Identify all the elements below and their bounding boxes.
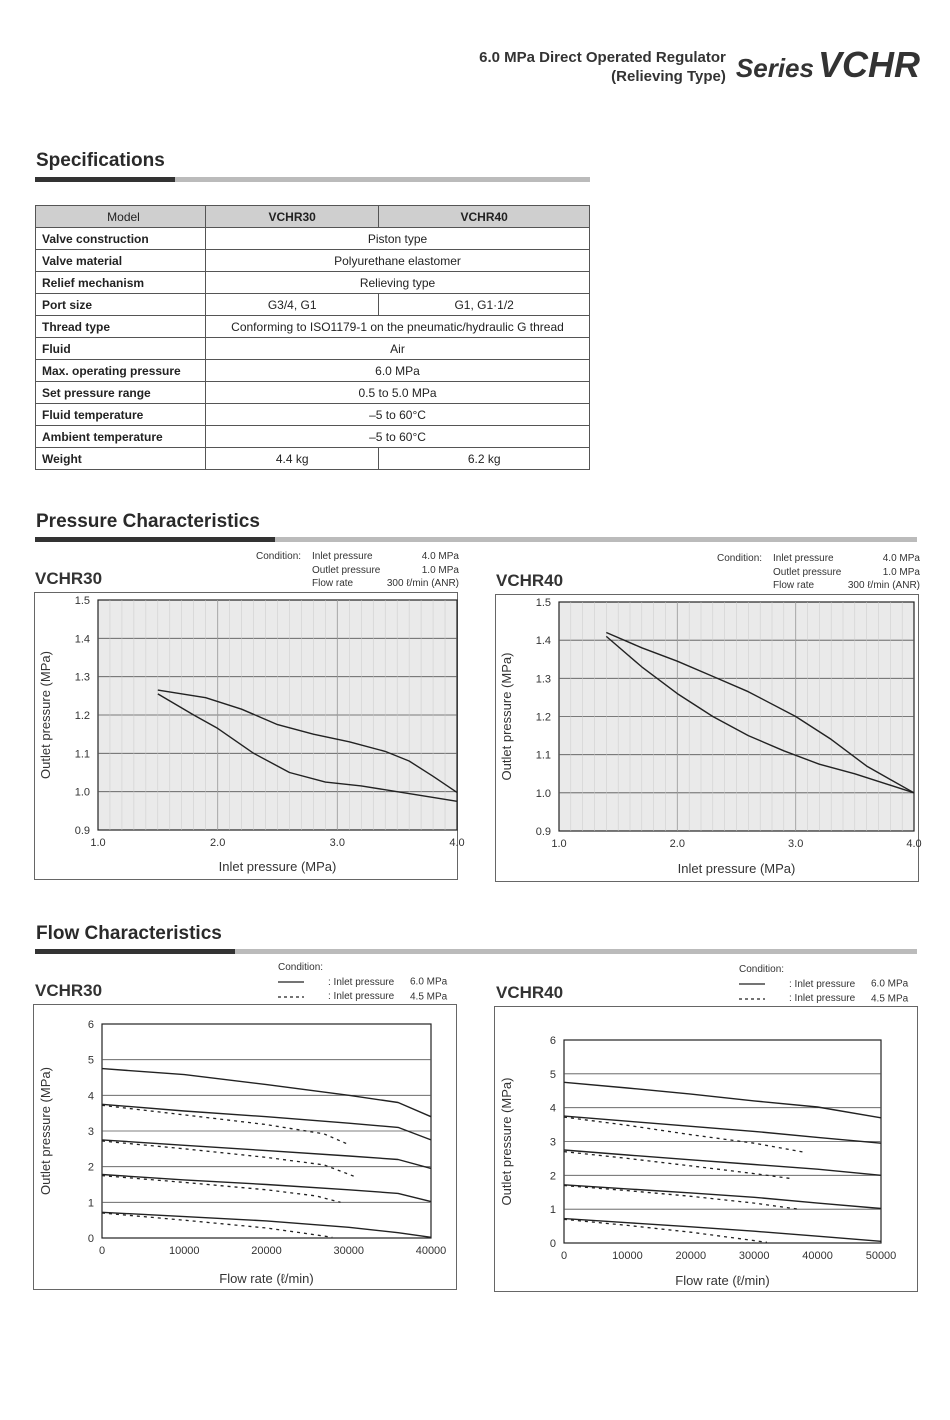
table-row — [36, 272, 590, 294]
row-value: Piston type — [206, 228, 590, 250]
row-value: Polyurethane elastomer — [206, 250, 590, 272]
condition-key: Flow rate — [312, 578, 354, 589]
x-tick-label: 30000 — [738, 1250, 770, 1262]
y-tick-label: 1 — [549, 1204, 556, 1217]
row-value: 0.5 to 5.0 MPa — [206, 382, 590, 404]
y-tick-label: 0 — [87, 1233, 94, 1245]
row-value: –5 to 60°C — [206, 426, 590, 448]
table-row — [36, 382, 590, 404]
condition-key: Outlet pressure — [773, 566, 842, 578]
chart-title-vchr30-flow: VCHR30 — [35, 981, 103, 1000]
x-axis-label: Flow rate (ℓ/min) — [219, 1271, 314, 1286]
y-tick-label: 0 — [549, 1238, 556, 1250]
header-line1: 6.0 MPa Direct Operated Regulator — [479, 49, 726, 66]
condition-block-vchr40-pressure — [717, 552, 920, 593]
row-value-vchr30: G3/4, G1 — [206, 294, 379, 316]
x-tick-label: 2.0 — [210, 837, 226, 849]
series-title — [736, 44, 920, 86]
x-tick-label: 10000 — [612, 1250, 643, 1262]
model-label: Model — [36, 206, 206, 228]
table-row — [36, 250, 590, 272]
flow-chart-vchr30 — [33, 1004, 457, 1290]
y-tick-label: 1.0 — [535, 787, 551, 800]
condition-label: Condition: — [256, 551, 302, 562]
x-axis-label: Inlet pressure (MPa) — [218, 859, 337, 874]
y-tick-label: 1.1 — [535, 749, 551, 762]
row-label: Set pressure range — [36, 382, 206, 404]
y-tick-label: 1 — [87, 1197, 94, 1210]
legend-value: 4.5 MPa — [410, 991, 448, 1003]
legend-dashed-line — [278, 990, 328, 1004]
x-tick-label: 4.0 — [906, 838, 922, 850]
row-label: Fluid — [36, 338, 206, 360]
condition-key: Inlet pressure — [312, 551, 373, 562]
condition-value: 1.0 MPa — [882, 566, 920, 578]
x-tick-label: 1.0 — [90, 837, 106, 849]
row-label: Relief mechanism — [36, 272, 206, 294]
y-tick-label: 1.5 — [535, 597, 551, 609]
legend-value: 6.0 MPa — [410, 976, 448, 988]
series-word: Series — [735, 53, 814, 83]
row-value: Relieving type — [206, 272, 590, 294]
section-rule — [35, 537, 917, 542]
x-tick-label: 20000 — [675, 1250, 707, 1262]
x-axis-label: Flow rate (ℓ/min) — [675, 1273, 770, 1288]
condition-block-vchr30-pressure — [256, 550, 459, 591]
x-axis-label: Inlet pressure (MPa) — [677, 861, 796, 876]
condition-block-vchr40-flow — [739, 963, 908, 1006]
x-tick-label: 10000 — [168, 1245, 200, 1257]
y-tick-label: 1.0 — [74, 786, 90, 799]
x-tick-label: 40000 — [802, 1250, 833, 1262]
row-value-vchr40: 6.2 kg — [379, 448, 590, 470]
x-tick-label: 3.0 — [329, 837, 345, 849]
y-tick-label: 5 — [87, 1054, 94, 1067]
row-value-vchr40: G1, G1·1/2 — [379, 294, 590, 316]
condition-key: Flow rate — [773, 580, 815, 591]
header-subtitle — [479, 48, 726, 86]
legend-solid-line — [739, 977, 789, 991]
pressure-chart-vchr30 — [34, 592, 465, 880]
header-line2: (Relieving Type) — [611, 68, 726, 85]
specifications-heading: Specifications — [36, 150, 165, 171]
x-tick-label: 3.0 — [788, 838, 804, 850]
legend-key: : Inlet pressure — [789, 978, 856, 990]
row-label: Max. operating pressure — [36, 360, 206, 382]
y-axis-label: Outlet pressure (MPa) — [499, 652, 514, 781]
table-header-row — [36, 206, 590, 228]
row-label: Fluid temperature — [36, 404, 206, 426]
table-row — [36, 294, 590, 316]
x-tick-label: 30000 — [333, 1245, 365, 1257]
row-label: Valve material — [36, 250, 206, 272]
condition-key: Inlet pressure — [773, 553, 834, 564]
row-label: Ambient temperature — [36, 426, 206, 448]
legend-key: : Inlet pressure — [328, 976, 395, 988]
y-tick-label: 1.3 — [74, 671, 90, 684]
condition-value: 4.0 MPa — [882, 553, 920, 564]
condition-label: Condition: — [739, 964, 785, 975]
y-tick-label: 1.4 — [74, 633, 90, 646]
y-tick-label: 6 — [87, 1019, 94, 1031]
condition-value: 4.0 MPa — [421, 551, 459, 562]
condition-value: 300 ℓ/min (ANR) — [386, 578, 459, 589]
pressure-characteristics-heading: Pressure Characteristics — [36, 511, 260, 532]
chart-title-vchr30-pressure: VCHR30 — [35, 569, 103, 588]
row-value: –5 to 60°C — [206, 404, 590, 426]
specifications-table — [35, 205, 590, 470]
flow-characteristics-heading: Flow Characteristics — [36, 923, 222, 944]
table-row — [36, 360, 590, 382]
table-row — [36, 228, 590, 250]
y-tick-label: 5 — [549, 1068, 556, 1081]
y-axis-label: Outlet pressure (MPa) — [38, 651, 53, 779]
table-row — [36, 426, 590, 448]
table-row — [36, 316, 590, 338]
legend-key: : Inlet pressure — [789, 993, 856, 1005]
y-tick-label: 4 — [549, 1102, 556, 1115]
section-rule — [35, 949, 917, 954]
condition-label: Condition: — [717, 553, 763, 564]
chart-title-vchr40-pressure: VCHR40 — [496, 571, 564, 590]
pressure-chart-vchr40 — [495, 594, 922, 882]
y-tick-label: 2 — [87, 1161, 94, 1174]
y-tick-label: 1.1 — [74, 748, 90, 761]
row-label: Weight — [36, 448, 206, 470]
page-header — [479, 44, 920, 86]
condition-value: 1.0 MPa — [421, 564, 459, 576]
x-tick-label: 2.0 — [669, 838, 685, 850]
table-row — [36, 448, 590, 470]
condition-block-vchr30-flow — [278, 961, 447, 1004]
chart-title-vchr40-flow: VCHR40 — [496, 983, 564, 1002]
x-tick-label: 4.0 — [449, 837, 465, 849]
model-vchr40: VCHR40 — [379, 206, 590, 228]
series-name: VCHR — [817, 44, 920, 85]
y-tick-label: 4 — [87, 1090, 94, 1103]
legend-value: 4.5 MPa — [871, 993, 909, 1005]
y-tick-label: 3 — [549, 1136, 556, 1149]
x-tick-label: 0 — [98, 1245, 106, 1257]
row-value: Conforming to ISO1179-1 on the pneumatic/hydraulic G thread — [206, 316, 590, 338]
y-tick-label: 2 — [549, 1170, 556, 1183]
y-tick-label: 3 — [87, 1126, 94, 1138]
table-row — [36, 404, 590, 426]
row-value-vchr30: 4.4 kg — [206, 448, 379, 470]
row-label: Thread type — [36, 316, 206, 338]
y-tick-label: 0.9 — [74, 825, 90, 837]
condition-value: 300 ℓ/min (ANR) — [847, 580, 920, 591]
row-label: Port size — [36, 294, 206, 316]
x-tick-label: 20000 — [251, 1245, 282, 1257]
y-tick-label: 6 — [549, 1035, 556, 1047]
row-value: Air — [206, 338, 590, 360]
x-tick-label: 1.0 — [551, 838, 567, 850]
model-vchr30: VCHR30 — [206, 206, 379, 228]
y-tick-label: 1.2 — [535, 711, 551, 724]
y-axis-label: Outlet pressure (MPa) — [38, 1067, 53, 1195]
y-tick-label: 1.4 — [535, 635, 551, 648]
legend-value: 6.0 MPa — [871, 978, 909, 990]
row-label: Valve construction — [36, 228, 206, 250]
table-row — [36, 338, 590, 360]
condition-key: Outlet pressure — [312, 564, 381, 576]
y-tick-label: 1.2 — [74, 710, 90, 722]
legend-key: : Inlet pressure — [328, 991, 395, 1003]
x-tick-label: 50000 — [865, 1250, 897, 1262]
legend-dashed-line — [739, 992, 789, 1006]
y-axis-label: Outlet pressure (MPa) — [499, 1077, 514, 1206]
x-tick-label: 40000 — [415, 1245, 447, 1257]
x-tick-label: 0 — [560, 1250, 568, 1262]
flow-chart-vchr40 — [494, 1006, 918, 1292]
y-tick-label: 0.9 — [535, 826, 551, 838]
legend-solid-line — [278, 975, 328, 989]
y-tick-label: 1.3 — [535, 673, 551, 686]
row-value: 6.0 MPa — [206, 360, 590, 382]
y-tick-label: 1.5 — [74, 595, 90, 607]
condition-label: Condition: — [278, 962, 324, 973]
section-rule — [35, 177, 590, 182]
